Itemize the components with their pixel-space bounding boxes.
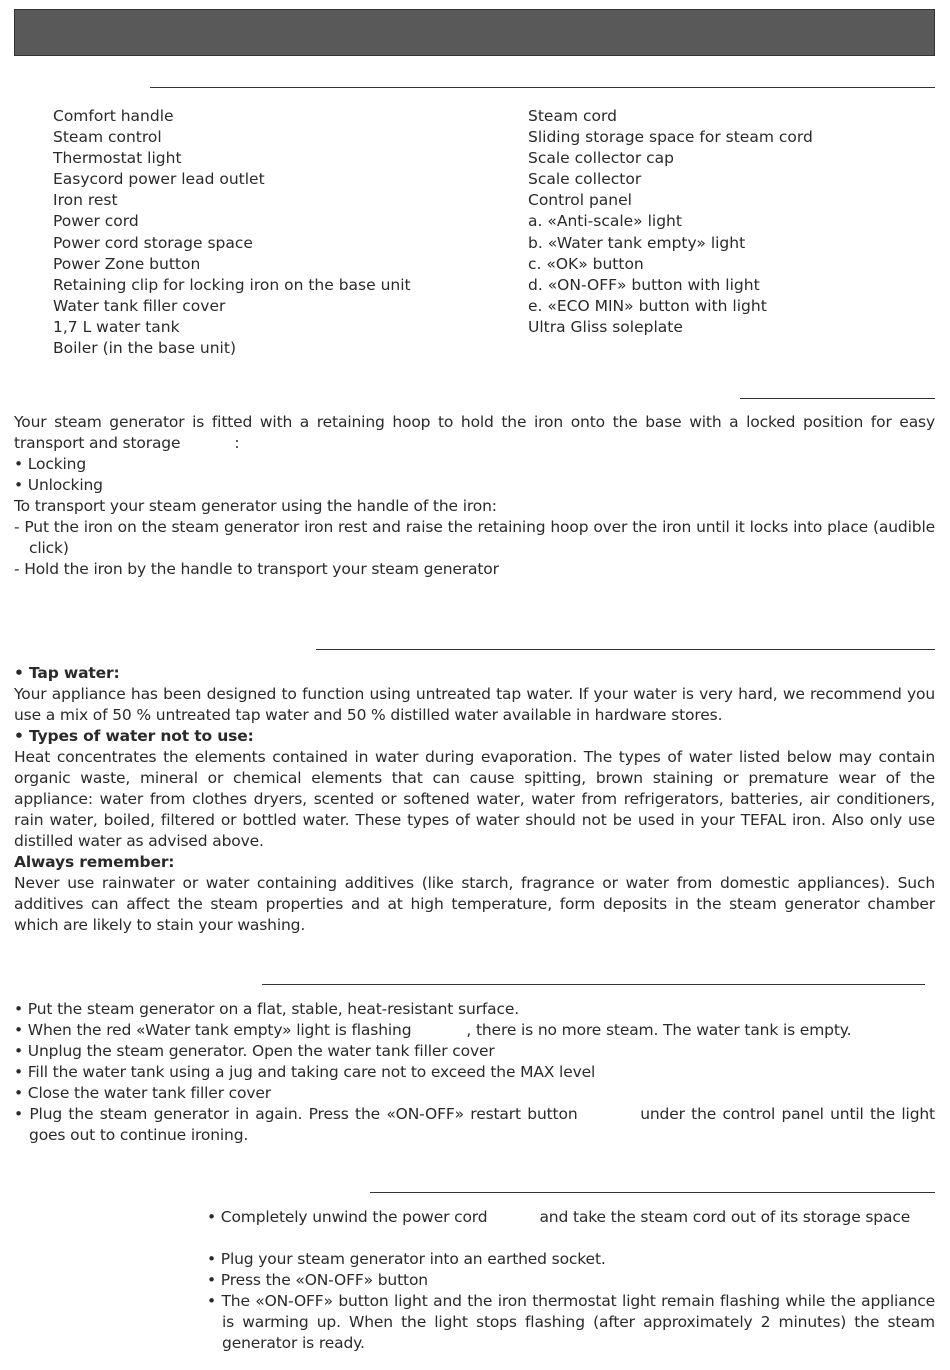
remember-heading: Always remember:: [14, 853, 175, 871]
part-item: Sliding storage space for steam cord: [528, 128, 813, 147]
filling-step: • Unplug the steam generator. Open the water tank filler cover: [14, 1042, 495, 1060]
part-item: Easycord power lead outlet: [53, 170, 265, 189]
part-item: Boiler (in the base unit): [53, 339, 236, 358]
section-rule-description: [150, 87, 935, 88]
startup-step: • The «ON-OFF» button light and the iron thermostat light remain flashing while the appliance is warming up. When the light stops flashing (after approximately 2 minutes) the steam generator is ready.: [207, 1292, 935, 1352]
part-item: c. «OK» button: [528, 254, 644, 273]
part-item: Power cord: [53, 212, 139, 231]
part-item: Steam control: [53, 128, 162, 147]
filling-step: • Put the steam generator on a flat, stable, heat-resistant surface.: [14, 1000, 520, 1018]
transport-intro: To transport your steam generator using the handle of the iron:: [14, 497, 497, 515]
transport-step: - Put the iron on the steam generator iron rest and raise the retaining hoop over the iron until it locks into place (audible click): [14, 518, 935, 557]
section-rule-startup: [370, 1192, 935, 1193]
water-section: [14, 663, 935, 936]
unlocking-bullet: • Unlocking: [14, 476, 103, 494]
parts-list-left: [53, 106, 411, 359]
part-item: Steam cord: [528, 107, 617, 125]
tap-water-heading: • Tap water:: [14, 664, 120, 682]
header-bar: [14, 9, 935, 56]
filling-step: • Plug the steam generator in again. Press the «ON-OFF» restart button under the control panel until the light goes out to continue ironing.: [14, 1105, 935, 1144]
part-item: Water tank filler cover: [53, 296, 226, 315]
part-item: Power cord storage space: [53, 233, 253, 252]
startup-step: • Press the «ON-OFF» button: [207, 1271, 428, 1289]
part-item: Ultra Gliss soleplate: [528, 317, 683, 336]
part-item: Power Zone button: [53, 254, 201, 273]
part-item: d. «ON-OFF» button with light: [528, 275, 760, 294]
part-item: Iron rest: [53, 191, 118, 210]
locking-intro: Your steam generator is fitted with a retaining hoop to hold the iron onto the base with a locked position for easy transport and storage :: [14, 413, 935, 452]
remember-text: Never use rainwater or water containing additives (like starch, fragrance or water from domestic appliances). Such additives can affect the steam properties and at high temperature, form deposits in the steam generator chamber which are likely to stain your washing.: [14, 874, 935, 934]
part-item: a. «Anti-scale» light: [528, 212, 682, 231]
part-item: 1,7 L water tank: [53, 317, 180, 336]
startup-spacer: [207, 1228, 935, 1249]
filling-section: [14, 999, 935, 1146]
part-item: Comfort handle: [53, 107, 174, 125]
part-item: Control panel: [528, 191, 632, 210]
part-item: Scale collector cap: [528, 149, 675, 168]
water-types-heading: • Types of water not to use:: [14, 727, 254, 745]
filling-step: • Fill the water tank using a jug and taking care not to exceed the MAX level: [14, 1063, 596, 1081]
part-item: Retaining clip for locking iron on the base unit: [53, 275, 411, 294]
parts-list-right: [528, 106, 813, 338]
locking-section: [14, 412, 935, 580]
section-rule-filling: [262, 984, 925, 985]
water-types-text: Heat concentrates the elements contained in water during evaporation. The types of water listed below may contain organic waste, mineral or chemical elements that can cause spitting, brown staining or premature wear of the appliance: water from clothes dryers, scented or softened water, water from refrigerators, batteries, air conditioners, rain water, boiled, filtered or bottled water. These types of water should not be used in your TEFAL iron. Also only use distilled water as advised above.: [14, 748, 935, 850]
tap-water-text: Your appliance has been designed to function using untreated tap water. If your water is very hard, we recommend you use a mix of 50 % untreated tap water and 50 % distilled water available in hardware stores.: [14, 685, 935, 724]
locking-bullet: • Locking: [14, 455, 87, 473]
startup-step: • Plug your steam generator into an earthed socket.: [207, 1250, 606, 1268]
filling-step: • When the red «Water tank empty» light is flashing , there is no more steam. The water tank is empty.: [14, 1021, 852, 1039]
startup-section: [207, 1207, 935, 1354]
section-rule-locking: [740, 398, 935, 399]
section-rule-water: [316, 649, 935, 650]
part-item: Scale collector: [528, 170, 642, 189]
part-item: e. «ECO MIN» button with light: [528, 296, 767, 315]
part-item: b. «Water tank empty» light: [528, 233, 746, 252]
transport-step: - Hold the iron by the handle to transport your steam generator: [14, 560, 499, 578]
startup-step: • Completely unwind the power cord and take the steam cord out of its storage space: [207, 1208, 911, 1226]
part-item: Thermostat light: [53, 149, 182, 168]
filling-step: • Close the water tank filler cover: [14, 1084, 272, 1102]
